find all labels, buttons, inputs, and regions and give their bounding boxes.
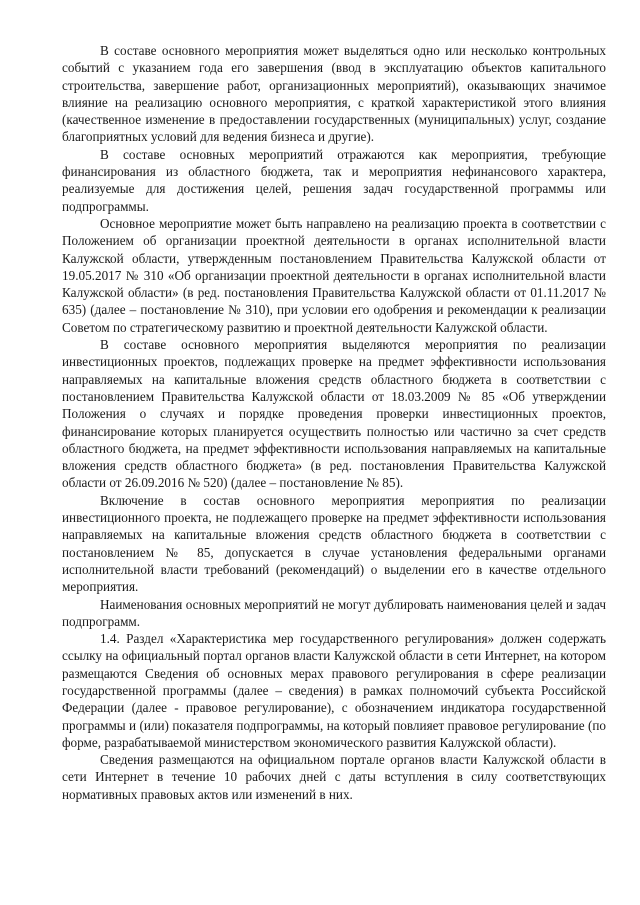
paragraph-section-1-4: 1.4. Раздел «Характеристика мер государственного регулирования» должен содержать ссылку на официальный портал органов власти Калужской области в сети Интернет, на котором размещаются Сведения об основных мерах правового регулирования в сфере реализации государственной программы (далее – сведения) в рамках полномочий субъекта Российской Федерации (далее - правовое регулирование), с обозначением индикатора государственной программы и (или) показателя подпрограммы, на который повлияет правовое регулирование (по форме, разрабатываемой министерством экономического развития Калужской области). bbox=[62, 631, 606, 750]
paragraph-financing: В составе основных мероприятий отражаются как мероприятия, требующие финансирования из областного бюджета, так и мероприятия нефинансового характера, реализуемые для достижения целей, решения задач государственной программы или подпрограммы. bbox=[62, 146, 606, 214]
paragraph-project: Основное мероприятие может быть направлено на реализацию проекта в соответствии с Положением об организации проектной деятельности в органах исполнительной власти Калужской области, утвержденным постановлением Правительства Калужской области от 19.05.2017 № 310 «Об организации проектной деятельности в органах исполнительной власти Калужской области» (в ред. постановления Правительства Калужской области от 01.11.2017 № 635) (далее – постановление № 310), при условии его одобрения и рекомендации к реализации Советом по стратегическому развитию и проектной деятельности Калужской области. bbox=[62, 215, 606, 335]
paragraph-control-events: В составе основного мероприятия может выделяться одно или несколько контрольных событий с указанием года его завершения (ввод в эксплуатацию объектов капитального строительства, завершение работ, организационных мероприятий), оказывающих значимое влияние на реализацию основного мероприятия, с краткой характеристикой этого влияния (качественное изменение в предоставлении государственных (муниципальных) услуг, создание благоприятных условий для ведения бизнеса и другие). bbox=[62, 43, 606, 145]
paragraph-names: Наименования основных мероприятий не могут дублировать наименования целей и задач подпрограмм. bbox=[62, 596, 606, 629]
paragraph-inclusion: Включение в состав основного мероприятия мероприятия по реализации инвестиционного проекта, не подлежащего проверке на предмет эффективности использования направляемых на капитальные вложения средств областного бюджета в соответствии с постановлением № 85, допускается в случае установления федеральными органами исполнительной власти требований (рекомендаций) о выделении его в качестве отдельного мероприятия. bbox=[62, 492, 606, 595]
document-page bbox=[62, 42, 606, 803]
paragraph-publication: Сведения размещаются на официальном портале органов власти Калужской области в сети Интернет в течение 10 рабочих дней с даты вступления в силу соответствующих нормативных правовых актов или изменений в них. bbox=[62, 752, 606, 802]
paragraph-investment: В составе основного мероприятия выделяются мероприятия по реализации инвестиционных проектов, подлежащих проверке на предмет эффективности использования направляемых на капитальные вложения средств областного бюджета в соответствии с постановлением Правительства Калужской области от 18.03.2009 № 85 «Об утверждении Положения о случаях и порядке проведения проверки инвестиционных проектов, финансирование которых планируется осуществить полностью или частично за счет средств областного бюджета, на предмет эффективности использования направляемых на капитальные вложения средств областного бюджета» (в ред. постановления Правительства Калужской области от 26.09.2016 № 520) (далее – постановление № 85). bbox=[62, 337, 606, 491]
